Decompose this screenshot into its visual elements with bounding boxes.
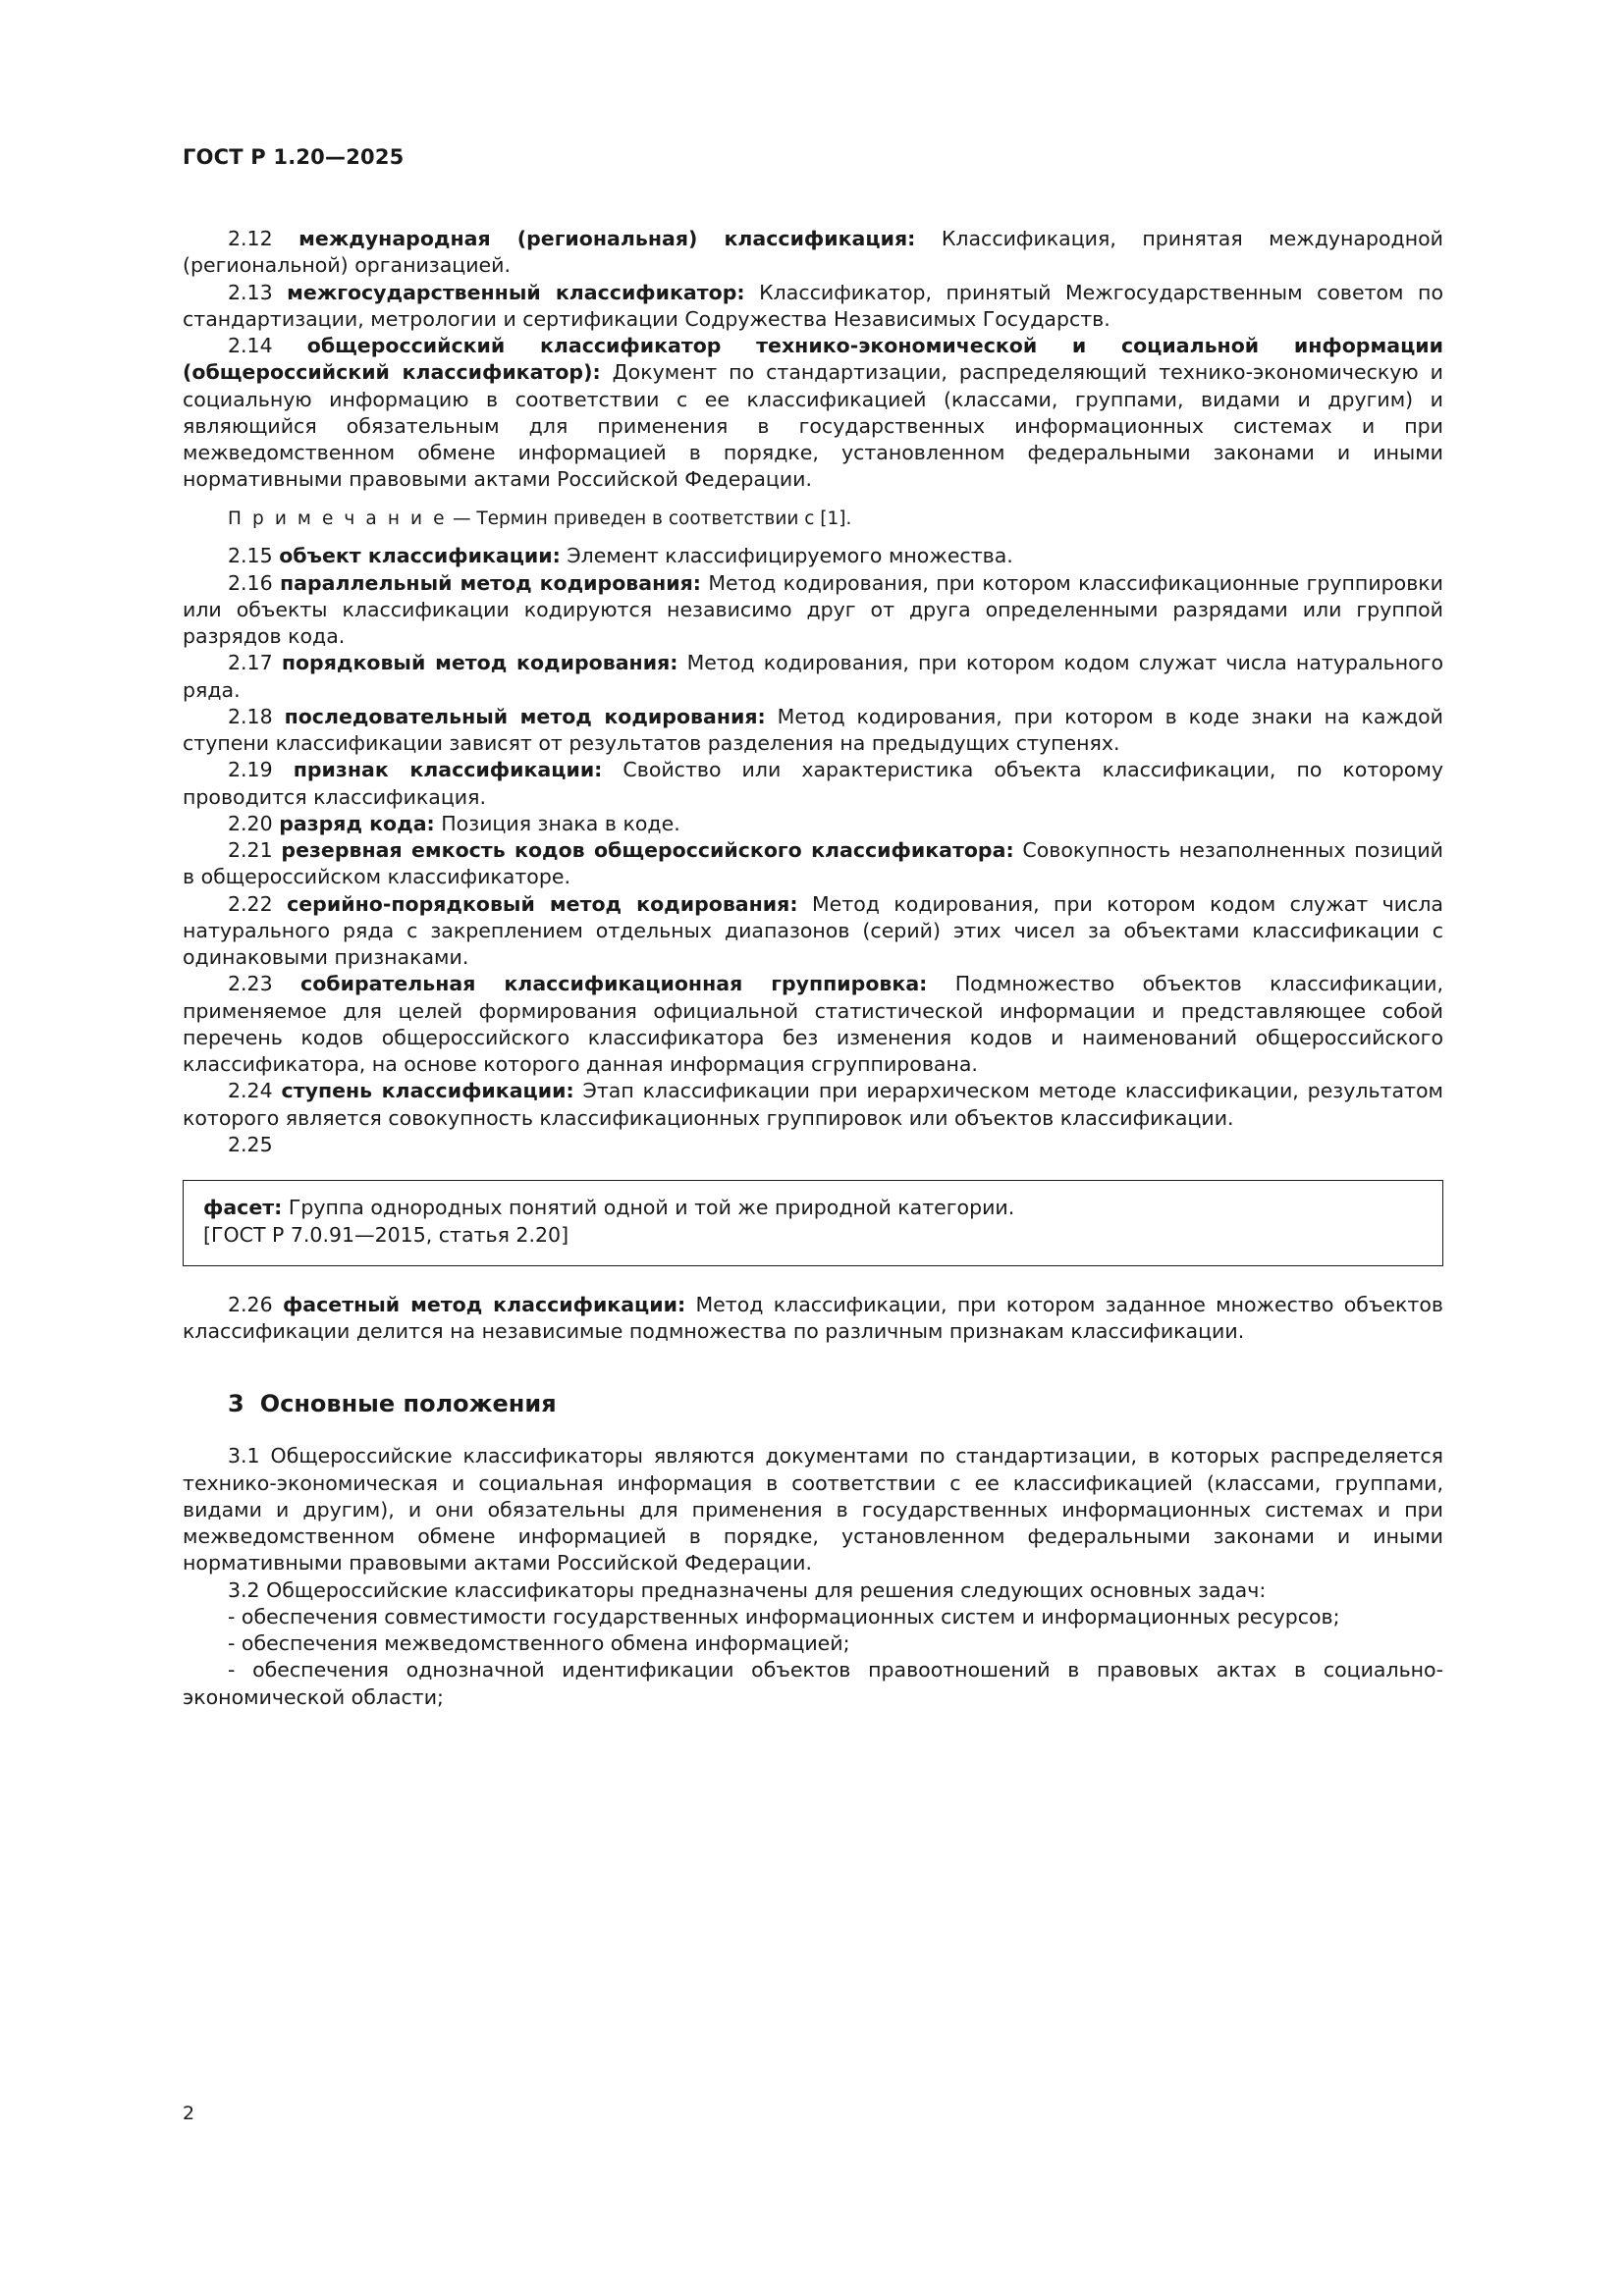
definition-number: 2.17 xyxy=(228,651,273,675)
paragraph-number: 3.1 xyxy=(228,1444,260,1468)
definition-term: объект классификации: xyxy=(279,544,561,568)
definition-term: собирательная классификационная группировка: xyxy=(300,972,928,996)
note-2-14 xyxy=(183,507,1443,532)
definition-number: 2.14 xyxy=(228,334,273,357)
definition-number: 2.13 xyxy=(228,280,273,304)
definition-term: международная (региональная) классификация: xyxy=(298,227,916,250)
definition-term: ступень классификации: xyxy=(281,1079,574,1103)
definition-2-14 xyxy=(183,333,1443,494)
definition-text: Метод кодирования, при котором классификационные группировки или объекты классификации кодируются независимо друг от друга определенными разрядами или группой разрядов кода. xyxy=(183,570,1443,649)
list-item xyxy=(183,1630,1443,1657)
framed-definition-box xyxy=(183,1180,1443,1266)
paragraph-3-2 xyxy=(183,1577,1443,1604)
definition-number: 2.15 xyxy=(228,544,273,568)
definition-term: признак классификации: xyxy=(293,758,603,782)
definition-term: резервная емкость кодов общероссийского классификатора: xyxy=(281,838,1014,863)
definition-number: 2.19 xyxy=(228,758,273,782)
section-title: Основные положения xyxy=(259,1390,557,1418)
definition-term: порядковый метод кодирования: xyxy=(281,651,678,675)
definition-2-13 xyxy=(183,280,1443,334)
paragraph-3-1 xyxy=(183,1443,1443,1576)
list-item-text: - обеспечения совместимости государственных информационных систем и информационных ресурсов; xyxy=(228,1604,1340,1629)
definition-number: 2.12 xyxy=(228,227,273,250)
note-text: — Термин приведен в соответствии с [1]. xyxy=(447,507,852,529)
definition-2-15 xyxy=(183,543,1443,569)
definition-2-24 xyxy=(183,1078,1443,1132)
document-header: ГОСТ Р 1.20—2025 xyxy=(183,145,405,169)
definition-2-20 xyxy=(183,811,1443,837)
definition-text: Метод кодирования, при котором в коде знаки на каждой ступени классификации зависят от результатов разделения на предыдущих ступенях. xyxy=(183,704,1443,756)
definition-text: Классификация, принятая международной (региональной) организацией. xyxy=(183,227,1443,278)
framed-definition-term: фасет: xyxy=(203,1196,283,1220)
definition-text: Метод классификации, при котором заданное множество объектов классификации делится на независимые подмножества по различным признакам классификации. xyxy=(183,1292,1443,1344)
list-item-text: - обеспечения межведомственного обмена информацией; xyxy=(228,1631,850,1656)
definition-number: 2.23 xyxy=(228,972,273,996)
definition-term: последовательный метод кодирования: xyxy=(284,704,766,728)
definition-2-25 xyxy=(183,1132,1443,1158)
definition-number: 2.18 xyxy=(228,704,273,728)
list-item-text: - обеспечения однозначной идентификации объектов правоотношений в правовых актах в социально-экономической области; xyxy=(183,1658,1443,1709)
framed-definition-source: [ГОСТ Р 7.0.91—2015, статья 2.20] xyxy=(203,1223,569,1248)
definition-text: Метод кодирования, при котором кодом служат числа натурального ряда. xyxy=(183,651,1443,702)
definition-text: Метод кодирования, при котором кодом служат числа натурального ряда с закреплением отдельных диапазонов (серий) этих чисел за объектами классификации с одинаковыми признаками. xyxy=(183,891,1443,970)
definition-text: Документ по стандартизации, распределяющий технико-экономическую и социальную информацию в соответствии с ее классификацией (классами, группами, видами и другим) и являющийся обязательным для применения в государственных информационных системах и при межведомственном обмене информацией в порядке, установленном федеральными законами и иными нормативными правовыми актами Российской Федерации. xyxy=(183,360,1443,492)
definition-term: фасетный метод классификации: xyxy=(282,1292,686,1316)
definition-number: 2.25 xyxy=(228,1132,273,1156)
definition-term: общероссийский классификатор технико-экономической и социальной информации (общероссийский классификатор): xyxy=(183,334,1443,385)
definition-text: Элемент классифицируемого множества. xyxy=(560,544,1013,568)
definition-number: 2.22 xyxy=(228,891,273,916)
definition-2-22 xyxy=(183,891,1443,972)
page-number: 2 xyxy=(183,2103,195,2124)
definition-text: Совокупность незаполненных позиций в общероссийском классификаторе. xyxy=(183,838,1443,889)
page-content xyxy=(183,145,1443,1711)
definition-text: Этап классификации при иерархическом методе классификации, результатом которого является совокупность классификационных группировок или объектов классификации. xyxy=(183,1079,1443,1130)
paragraph-number: 3.2 xyxy=(228,1577,260,1602)
definition-text: Свойство или характеристика объекта классификации, по которому проводится классификация. xyxy=(183,758,1443,809)
paragraph-text: Общероссийские классификаторы являются документами по стандартизации, в которых распределяется технико-экономическая и социальная информация в соответствии с ее классификацией (классами, группами, видами и другим), и они обязательны для применения в государственных информационных системах и при межведомственном обмене информацией в порядке, установленном федеральными законами и иными нормативными правовыми актами Российской Федерации. xyxy=(183,1444,1443,1575)
list-item xyxy=(183,1657,1443,1711)
note-label: П р и м е ч а н и е xyxy=(228,507,448,529)
definition-number: 2.16 xyxy=(228,570,273,595)
definition-term: межгосударственный классификатор: xyxy=(287,280,745,304)
definition-2-16 xyxy=(183,570,1443,651)
definition-text: Позиция знака в коде. xyxy=(434,811,680,835)
definition-2-17 xyxy=(183,650,1443,704)
definition-number: 2.26 xyxy=(228,1292,273,1316)
definition-2-23 xyxy=(183,971,1443,1078)
definition-2-19 xyxy=(183,757,1443,811)
list-item xyxy=(183,1604,1443,1630)
section-number: 3 xyxy=(228,1390,244,1418)
definition-text: Классификатор, принятый Межгосударственным советом по стандартизации, метрологии и сертификации Содружества Независимых Государств. xyxy=(183,280,1443,331)
definition-number: 2.21 xyxy=(228,838,273,863)
definition-term: параллельный метод кодирования: xyxy=(280,570,702,595)
definition-2-12 xyxy=(183,226,1443,280)
definition-text: Подмножество объектов классификации, применяемое для целей формирования официальной статистической информации и представляющее собой перечень кодов общероссийского классификатора без изменения кодов и наименований общероссийского классификатора, на основе которого данная информация сгруппирована. xyxy=(183,972,1443,1077)
definition-number: 2.24 xyxy=(228,1079,273,1103)
definition-2-18 xyxy=(183,704,1443,758)
definition-term: серийно-порядковый метод кодирования: xyxy=(287,891,798,916)
definition-2-21 xyxy=(183,837,1443,891)
definition-term: разряд кода: xyxy=(279,811,435,835)
section-heading-3 xyxy=(183,1390,1443,1417)
framed-definition-text: Группа однородных понятий одной и той же природной категории. xyxy=(282,1196,1015,1220)
definition-number: 2.20 xyxy=(228,811,273,835)
paragraph-text: Общероссийские классификаторы предназначены для решения следующих основных задач: xyxy=(259,1577,1267,1602)
definition-2-26 xyxy=(183,1292,1443,1346)
